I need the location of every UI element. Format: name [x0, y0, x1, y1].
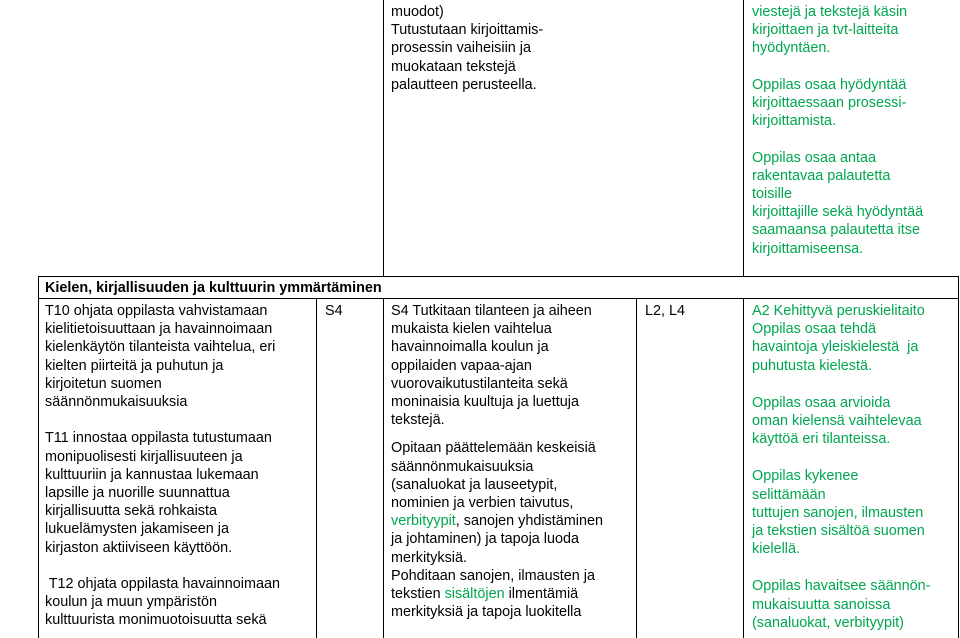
text-line: kirjoittaessaan prosessi-	[752, 95, 907, 111]
top-content-cell	[391, 3, 543, 94]
text-line: säännönmukaisuuksia	[391, 458, 534, 475]
transversal-cell	[645, 302, 685, 320]
text-line: kielitietoisuuttaan ja havainnoimaan	[45, 321, 273, 338]
table-border	[38, 298, 959, 299]
text-line: kielten piirteitä ja puhutun ja	[45, 357, 224, 374]
text-line: toisille	[752, 186, 792, 202]
text-line: viestejä ja tekstejä käsin	[752, 4, 908, 20]
table-border	[316, 298, 317, 638]
top-competence-cell	[752, 3, 923, 258]
text-line: ja tekstien sisältöä suomen	[752, 523, 925, 540]
text-line: kirjoittamista.	[752, 113, 836, 130]
text-line: palautteen perusteella.	[391, 76, 537, 93]
text-line: hyödyntäen.	[752, 40, 831, 57]
text-line: Oppilas osaa arvioida	[752, 394, 891, 411]
highlighted-text: verbityypit	[391, 513, 456, 530]
text-line: puhutusta kielestä.	[752, 357, 873, 374]
text-line: oppilaiden vapaa-ajan	[391, 357, 532, 374]
table-border	[958, 276, 959, 638]
text-span: tekstien	[391, 586, 445, 603]
text-line: selittämään	[752, 486, 826, 503]
transversal-codes: L2, L4	[645, 303, 686, 319]
text-line: prosessin vaiheisiin ja	[391, 40, 531, 57]
text-line: kirjoitetun suomen	[45, 375, 162, 392]
text-span: , sanojen yhdistäminen	[455, 513, 603, 530]
text-line: kirjaston aktiiviseen käyttöön.	[45, 539, 233, 556]
text-line: Oppilas osaa tehdä	[752, 321, 877, 338]
text-line: muodot)	[391, 4, 444, 20]
section-header	[45, 279, 382, 297]
text-line: merkityksiä ja tapoja luokitella	[391, 604, 582, 621]
text-line: Oppilas havaitsee säännön-	[752, 578, 931, 595]
text-line: (sanaluokat, verbityypit)	[752, 614, 904, 631]
text-line: mukaisuutta sanoissa	[752, 596, 891, 613]
text-line: kulttuuriin ja kannustaa lukemaan	[45, 466, 259, 483]
text-line: Pohditaan sanojen, ilmausten ja	[391, 567, 596, 584]
text-line: T10 ohjata oppilasta vahvistamaan	[45, 303, 268, 319]
text-span: ilmentämiä	[504, 586, 579, 603]
text-line: oman kielensä vaihtelevaa	[752, 413, 922, 430]
text-line: S4 Tutkitaan tilanteen ja aiheen	[391, 303, 592, 319]
text-line: kielenkäytön tilanteista vaihtelua, eri	[45, 339, 276, 356]
text-line: monipuolisesti kirjallisuuteen ja	[45, 448, 243, 465]
text-line: ja johtaminen) ja tapoja luoda	[391, 531, 580, 548]
text-line: Oppilas kykenee	[752, 468, 859, 485]
content-area-code: S4	[325, 303, 343, 319]
text-line: vuorovaikutustilanteita sekä	[391, 375, 568, 392]
text-line: lukuelämysten jakamiseen ja	[45, 521, 229, 538]
text-line: havainnoimalla koulun ja	[391, 339, 549, 356]
text-line: muokataan tekstejä	[391, 58, 516, 75]
objectives-cell	[45, 302, 280, 630]
text-line: kirjoittaen ja tvt-laitteita	[752, 22, 899, 39]
text-line: Oppilas osaa hyödyntää	[752, 76, 907, 93]
text-line: Oppilas osaa antaa	[752, 149, 877, 166]
text-line: mukaista kielen vaihtelua	[391, 321, 552, 338]
text-line: T12 ohjata oppilasta havainnoimaan	[45, 576, 280, 593]
text-line: T11 innostaa oppilasta tutustumaan	[45, 430, 272, 447]
text-line: käyttöä eri tilanteissa.	[752, 431, 891, 448]
competence-cell	[752, 302, 930, 632]
text-line: säännönmukaisuuksia	[45, 394, 188, 411]
text-line: nominien ja verbien taivutus,	[391, 495, 574, 512]
table-border	[636, 298, 637, 638]
text-line: moninaisia kuultuja ja luettuja	[391, 394, 579, 411]
text-line: kirjoittajille sekä hyödyntää	[752, 204, 924, 221]
text-line: Tutustutaan kirjoittamis-	[391, 22, 544, 39]
text-line: kulttuurista monimuotoisuutta sekä	[45, 612, 267, 629]
text-line	[391, 512, 603, 530]
text-line: merkityksiä.	[391, 549, 467, 566]
text-line: saamaansa palautetta itse	[752, 222, 921, 239]
highlighted-text: sisältöjen	[444, 586, 505, 603]
text-line: lapsille ja nuorille suunnattua	[45, 485, 230, 502]
text-line: koulun ja muun ympäristön	[45, 594, 217, 611]
text-line: rakentavaa palautetta	[752, 167, 891, 184]
text-line: (sanaluokat ja lauseetypit,	[391, 476, 558, 493]
text-line: tekstejä.	[391, 412, 445, 429]
text-line	[391, 585, 603, 603]
text-line: kielellä.	[752, 541, 800, 558]
text-line: A2 Kehittyvä peruskielitaito	[752, 303, 925, 319]
text-line: havaintoja yleiskielestä ja	[752, 339, 919, 356]
table-border	[383, 0, 384, 276]
text-line: Opitaan päättelemään keskeisiä	[391, 440, 596, 457]
content-area-cell	[325, 302, 343, 320]
table-border	[743, 298, 744, 638]
table-border	[743, 0, 744, 276]
text-line: tuttujen sanojen, ilmausten	[752, 504, 924, 521]
section-title: Kielen, kirjallisuuden ja kulttuurin ymmärtäminen	[45, 280, 382, 296]
text-line: kirjoittamiseensa.	[752, 240, 864, 257]
table-border	[38, 276, 39, 638]
table-border	[383, 298, 384, 638]
text-line: kirjallisuutta sekä rohkaista	[45, 503, 217, 520]
table-border	[38, 276, 959, 277]
content-cell	[391, 302, 603, 621]
